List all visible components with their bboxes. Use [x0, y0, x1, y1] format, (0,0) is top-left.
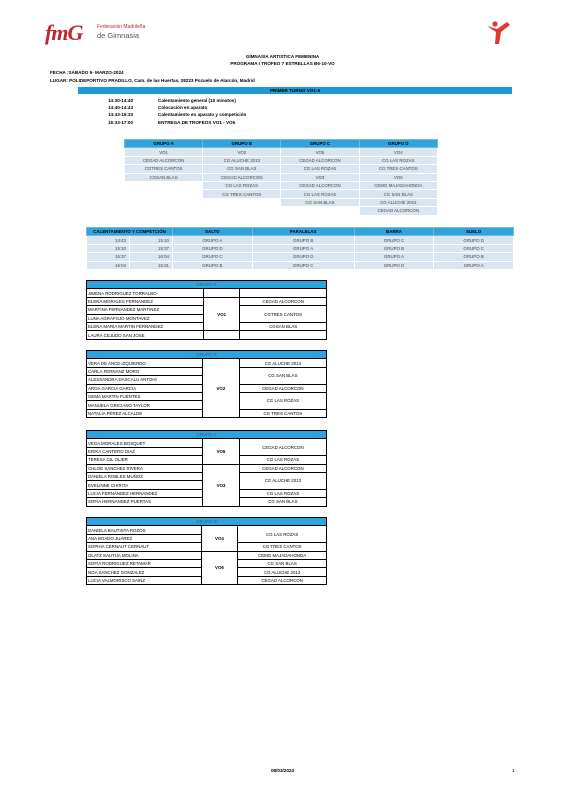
schedule-row: [108, 120, 235, 125]
gymnast-name: SOPHIA CERNAUT CERNAUT: [87, 543, 202, 551]
fecha: FECHA :SÁBADO 9- MARZO-2024: [50, 70, 124, 75]
group-cell: CG LAS ROZAS: [203, 181, 281, 189]
group-list-header: GRUPO D: [87, 518, 327, 526]
gymnast-name: TERESA GIL OLIER: [87, 456, 203, 464]
group-cell: CG LAS ROZAS: [281, 165, 359, 173]
rotation-group: GRUPO D: [173, 244, 253, 252]
group-cell: CEGAD ALCORCON: [125, 156, 203, 164]
rotation-group: GRUPO C: [252, 261, 354, 269]
gymnast-row: [87, 289, 327, 297]
group-list-header-row: [87, 518, 327, 526]
rotation-group: GRUPO B: [434, 253, 514, 261]
group-cell: CG ALUCHE 2013: [359, 198, 437, 206]
gymnast-name: EVELINNE CHIRITA: [87, 481, 203, 489]
rotation-time: 15:37: [130, 244, 173, 252]
group-cell: [125, 181, 203, 189]
rotation-header: CALENTAMIENTO Y COMPETCIÓN: [87, 228, 173, 236]
rotation-group: GRUPO A: [252, 244, 354, 252]
gymnast-name: NOA SANCHEZ GONZALEZ: [87, 568, 202, 576]
groups-row: [125, 148, 438, 156]
club-name: CG SAN BLAS: [239, 367, 326, 384]
rotation-group: GRUPO D: [354, 261, 434, 269]
vo-level: VO4: [201, 526, 238, 551]
group-list-header-row: [87, 281, 327, 289]
group-list-table: [86, 517, 327, 585]
gymnast-name: LUCIA VALMORISCO SAINZ: [87, 576, 202, 584]
doc-title: GIMNASIA ARTISTICA FEMENINA: [245, 54, 320, 59]
rotation-header: BARRA: [354, 228, 434, 236]
schedule-time: 14:40-14:43: [108, 105, 134, 111]
group-cell: CG LAS ROZAS: [359, 156, 437, 164]
schedule-row: [108, 105, 207, 110]
group-list-table: [86, 280, 327, 340]
rotation-row: [87, 236, 514, 244]
group-list-table: [86, 350, 327, 418]
club-name: CEGAD ALCORCON: [240, 297, 327, 305]
group-cell: CGSAN BLAS: [125, 173, 203, 181]
club-name: CG ALUCHE 2013: [239, 472, 326, 489]
gymnast-name: OLATZ SAUTUA MOLINA: [87, 551, 202, 559]
group-cell: CEMG MAJADAHONDA: [359, 181, 437, 189]
group-cell: VO5: [281, 148, 359, 156]
gymnast-name: CHLOE SÁNCHEZ RIVERA: [87, 464, 203, 472]
groups-row: [125, 190, 438, 198]
group-list-table: [86, 430, 327, 507]
vo-level: VO3: [203, 464, 240, 506]
schedule-time: 16:33-17:00: [108, 119, 134, 125]
group-cell: VO2: [203, 148, 281, 156]
group-list-header-row: [87, 351, 327, 359]
rotation-group: GRUPO A: [354, 253, 434, 261]
group-header: GRUPO B: [203, 140, 281, 148]
rotation-group: GRUPO B: [173, 261, 253, 269]
gymnast-row: [87, 464, 327, 472]
gymnast-name: GEMA MARTÍN FUENTES: [87, 392, 203, 400]
vo-level: VO2: [203, 359, 240, 418]
gymnast-row: [87, 359, 327, 367]
groups-header-row: [125, 140, 438, 148]
club-empty: [240, 289, 327, 297]
lugar: LUGAR: POLIDEPORTIVO PRADILLO, Cam. de las Huertas, 28223 Pozuelo de Alarcón, Madrid: [50, 78, 255, 83]
rotation-group: GRUPO A: [173, 236, 253, 244]
group-cell: VO3: [281, 173, 359, 181]
group-cell: [125, 207, 203, 215]
club-name: CEGAD ALCORCON: [239, 384, 326, 392]
rotation-header: PARALELAS: [252, 228, 354, 236]
gymnast-name: NATALIA PÉREZ ALCALDE: [87, 409, 203, 417]
rotation-group: GRUPO D: [434, 236, 514, 244]
club-name: CEGAD ALCORCON: [239, 464, 326, 472]
gymnast-row: [87, 551, 327, 559]
gymnast-name: VEGA MORALES BOSQUET: [87, 439, 203, 447]
rotation-time: 16:31: [130, 261, 173, 269]
club-name: CGSAN BLAS: [240, 322, 327, 330]
rotation-time: 16:04: [130, 253, 173, 261]
logo-org-line1: Federación Madrileña: [97, 24, 146, 30]
rotation-table: [86, 227, 514, 270]
group-cell: CG SAN BLAS: [281, 198, 359, 206]
logo-mark: fmG: [45, 20, 83, 45]
group-cell: CEGAD ALCORCON: [203, 173, 281, 181]
group-cell: CG SAN BLAS: [359, 190, 437, 198]
schedule-label: Calentamiento en aparato y competición: [158, 112, 247, 118]
gymnast-name: ANA BOADO JUÁREZ: [87, 534, 202, 542]
club-name: CEGAD ALCORCON: [239, 439, 326, 456]
club-name: CG TRES CANTOS: [239, 409, 326, 417]
group-header: GRUPO A: [125, 140, 203, 148]
schedule-row: [108, 112, 246, 117]
club-name: CG SAN BLAS: [238, 559, 327, 567]
logo-org-line2: de Gimnasia: [97, 31, 140, 40]
rotation-row: [87, 244, 514, 252]
rotation-group: GRUPO C: [173, 253, 253, 261]
rotation-header: SUELO: [434, 228, 514, 236]
group-cell: [125, 198, 203, 206]
schedule-label: Colocación en aparato: [158, 105, 208, 111]
groups-row: [125, 181, 438, 189]
groups-table: [124, 139, 438, 216]
group-cell: [203, 198, 281, 206]
group-cell: VO1: [125, 148, 203, 156]
group-cell: [281, 207, 359, 215]
rotation-group: GRUPO D: [252, 253, 354, 261]
club-name: CG ALUCHE 2013: [238, 568, 327, 576]
gymnast-name: SOFIA RODRIGUEZ RETAMAR: [87, 559, 202, 567]
club-name: CG LAS ROZAS: [238, 526, 327, 543]
group-header: GRUPO C: [281, 140, 359, 148]
club-name: CG LAS ROZAS: [239, 489, 326, 497]
groups-row: [125, 165, 438, 173]
gymnast-row: [87, 331, 327, 339]
rotation-group: GRUPO B: [252, 236, 354, 244]
vo-level: VO5: [203, 439, 240, 464]
club-name: CG LAS ROZAS: [239, 456, 326, 464]
group-cell: [125, 190, 203, 198]
group-cell: CEGAD ALCORCON: [281, 181, 359, 189]
group-cell: CG TRES CANTOS: [359, 165, 437, 173]
groups-row: [125, 198, 438, 206]
gymnast-name: JIMENA RODRIGUEZ TORRALBO: [87, 289, 204, 297]
schedule-time: 14:43-16:33: [108, 112, 134, 118]
rotation-group: GRUPO A: [434, 261, 514, 269]
rotation-row: [87, 253, 514, 261]
rotation-header-row: [87, 228, 514, 236]
gymnast-name: ERIKA CANTERO DIAZ: [87, 447, 203, 455]
gymnast-name: CARLA FERNANZ MORO: [87, 367, 203, 375]
groups-row: [125, 207, 438, 215]
rotation-header: SALTO: [173, 228, 253, 236]
gymnast-name: LUNA AGRAFOJO MONTAVEZ: [87, 314, 204, 322]
group-cell: CG TRES CANTOS: [203, 190, 281, 198]
schedule-label: ENTREGA DE TROFEOS VO1 - VO6: [158, 119, 236, 125]
club-name: CG LAS ROZAS: [239, 392, 326, 409]
club-name: CEGAD ALCORCON: [238, 576, 327, 584]
group-cell: CEGAD ALCORCON: [359, 207, 437, 215]
vo-level: [204, 289, 240, 297]
club-name: CGTRES CANTOS: [240, 306, 327, 323]
rotation-time: 14:43: [87, 236, 130, 244]
doc-subtitle: PROGRAMA I TROFEO 7 ESTRELLAS B6-10-VO: [230, 61, 335, 66]
schedule-time: 14:30-14:40: [108, 98, 134, 103]
group-list-header: GRUPO C: [87, 431, 327, 439]
schedule-row: [108, 98, 236, 103]
group-cell: CG SAN BLAS: [203, 165, 281, 173]
gymnast-logo-icon: [485, 20, 513, 46]
group-cell: CGTRES CANTOS: [125, 165, 203, 173]
groups-row: [125, 156, 438, 164]
group-cell: VO6: [359, 173, 437, 181]
gymnast-name: DANIELA BAUTISTA ROZOS: [87, 526, 202, 534]
club-empty: [240, 331, 327, 339]
rotation-time: 15:10: [130, 236, 173, 244]
gymnast-row: [87, 439, 327, 447]
gymnast-name: LUCIA FERNÁNDEZ HERNÁNDEZ: [87, 489, 203, 497]
groups-row: [125, 173, 438, 181]
gymnast-name: LAURA CEJUDO SAN JOSE: [87, 331, 204, 339]
group-cell: [203, 207, 281, 215]
rotation-row: [87, 261, 514, 269]
rotation-time: 16:04: [87, 261, 130, 269]
gymnast-name: MARTINA FERNANDEZ MARTINEZ: [87, 306, 204, 314]
club-name: CG TRES CANTOS: [238, 543, 327, 551]
page-number: 1: [512, 768, 515, 773]
group-cell: CEGAD ALCORCON: [281, 156, 359, 164]
club-name: CG SAN BLAS: [239, 498, 326, 506]
group-header: GRUPO D: [359, 140, 437, 148]
rotation-group: GRUPO B: [354, 244, 434, 252]
gymnast-name: VERA DE ANCE IZQUIERDO: [87, 359, 203, 367]
group-list-header: GRUPO B: [87, 351, 327, 359]
fmg-logo: [45, 18, 165, 48]
rotation-time: 15:10: [87, 244, 130, 252]
rotation-group: GRUPO C: [354, 236, 434, 244]
gymnast-name: MANUELA GRICIANO TAYLOR: [87, 401, 203, 409]
group-cell: CG LAS ROZAS: [281, 190, 359, 198]
group-cell: VO4: [359, 148, 437, 156]
group-cell: CG ALUCHE 2013: [203, 156, 281, 164]
gymnast-row: [87, 297, 327, 305]
gymnast-name: DANIELA ROBLES MUÑOZ: [87, 472, 203, 480]
schedule-label: Calentamiento general (10 minutos): [158, 98, 236, 103]
rotation-group: GRUPO C: [434, 244, 514, 252]
club-name: CEMG MAJADAHONDA: [238, 551, 327, 559]
turno-banner: PRIMER TURNO VO1-6: [78, 87, 512, 94]
vo-level: [204, 331, 240, 339]
gymnast-name: SOFIA HERNANDEZ PUERTAS: [87, 498, 203, 506]
group-list-header: GRUPO A: [87, 281, 327, 289]
gymnast-row: [87, 526, 327, 534]
gymnast-name: ALESSANDRA DASCALU ANTOHI: [87, 376, 203, 384]
rotation-time: 15:37: [87, 253, 130, 261]
vo-level: VO1: [204, 297, 240, 331]
footer-date: 08/03/2024: [271, 768, 294, 773]
gymnast-name: ELENA MORALES FERNANDEZ: [87, 297, 204, 305]
vo-level: VO6: [201, 551, 238, 585]
group-list-header-row: [87, 431, 327, 439]
gymnast-name: AROA GARCIA GARCIA: [87, 384, 203, 392]
club-name: CG ALUCHE 2013: [239, 359, 326, 367]
gymnast-name: ELENA MARÍA MARTIN FERNANDEZ: [87, 322, 204, 330]
